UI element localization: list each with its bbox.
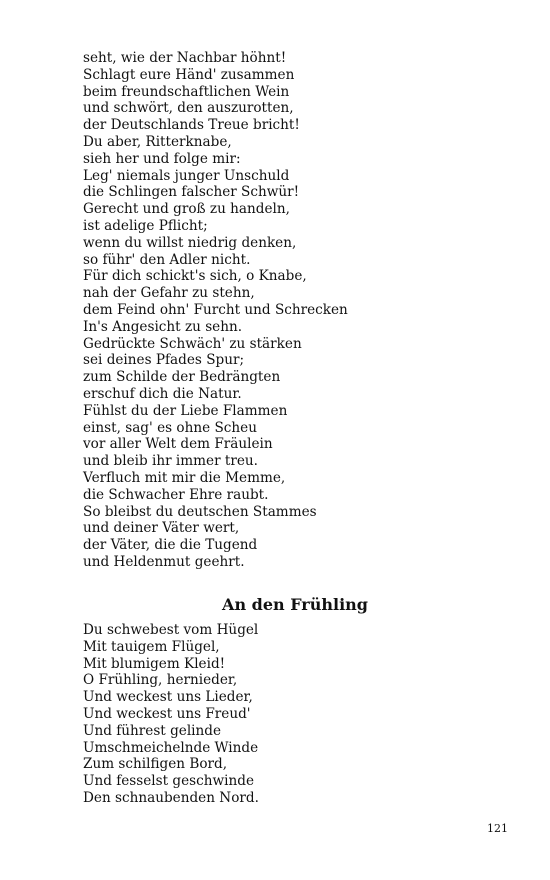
poem-line: Schlagt eure Händ' zusammen	[83, 66, 295, 83]
poem-line: beim freundschaftlichen Wein	[83, 83, 290, 100]
poem-line: Gerecht und groß zu handeln,	[83, 201, 290, 218]
poem-line: nah der Gefahr zu stehn,	[83, 285, 255, 302]
poem-line: und Heldenmut geehrt.	[83, 553, 245, 570]
poem-line: vor aller Welt dem Fräulein	[83, 436, 273, 453]
poem-line: einst, sag' es ohne Scheu	[83, 419, 257, 436]
poem-line: und schwört, den auszurotten,	[83, 100, 294, 117]
poem-title: An den Frühling	[222, 595, 368, 614]
poem-line: erschuf dich die Natur.	[83, 385, 242, 402]
poem-line: ist adelige Pflicht;	[83, 217, 208, 234]
poem-line: und deiner Väter wert,	[83, 520, 240, 537]
poem-line: Zum schilfigen Bord,	[83, 756, 228, 773]
poem-line: Und fesselst geschwinde	[83, 773, 254, 790]
poem-line: Mit tauigem Flügel,	[83, 638, 220, 655]
poem-line: so führ' den Adler nicht.	[83, 251, 251, 268]
poem-line: Für dich schickt's sich, o Knabe,	[83, 268, 307, 285]
poem-line: Umschmeichelnde Winde	[83, 739, 259, 756]
poem-line: Du schwebest vom Hügel	[83, 622, 259, 638]
poem-line: O Frühling, hernieder,	[83, 672, 238, 689]
poem-line: Fühlst du der Liebe Flammen	[83, 402, 288, 419]
poem-line: der Deutschlands Treue bricht!	[83, 117, 300, 134]
poem-an-den-fruehling	[83, 622, 483, 807]
poem-line: So bleibst du deutschen Stammes	[83, 503, 317, 520]
poem-line: Den schnaubenden Nord.	[83, 789, 259, 806]
poem-line: und bleib ihr immer treu.	[83, 453, 258, 470]
previous-poem-continuation	[83, 50, 483, 571]
poem-line: die Schwacher Ehre raubt.	[83, 486, 269, 503]
poem-line: Und führest gelinde	[83, 722, 222, 739]
poem-line: seht, wie der Nachbar höhnt!	[83, 50, 287, 66]
poem-line: dem Feind ohn' Furcht und Schrecken	[83, 301, 348, 318]
poem-line: Du aber, Ritterknabe,	[83, 133, 232, 150]
poem-line: Gedrückte Schwäch' zu stärken	[83, 335, 302, 352]
poem-line: die Schlingen falscher Schwür!	[83, 184, 300, 201]
poem-line: wenn du willst niedrig denken,	[83, 234, 297, 251]
poem-line: In's Angesicht zu sehn.	[83, 318, 243, 335]
poem-line: sei deines Pfades Spur;	[83, 352, 245, 369]
poem-line: Leg' niemals junger Unschuld	[83, 167, 290, 184]
poem-line: sieh her und folge mir:	[83, 150, 241, 167]
poem-line: Und weckest uns Freud'	[83, 705, 251, 722]
poem-line: Verfluch mit mir die Memme,	[83, 469, 286, 486]
poem-line: Und weckest uns Lieder,	[83, 689, 253, 706]
poem-line: der Väter, die die Tugend	[83, 537, 258, 554]
page-number: 121	[487, 822, 508, 835]
poem-line: Mit blumigem Kleid!	[83, 655, 226, 672]
poem-line: zum Schilde der Bedrängten	[83, 369, 281, 386]
